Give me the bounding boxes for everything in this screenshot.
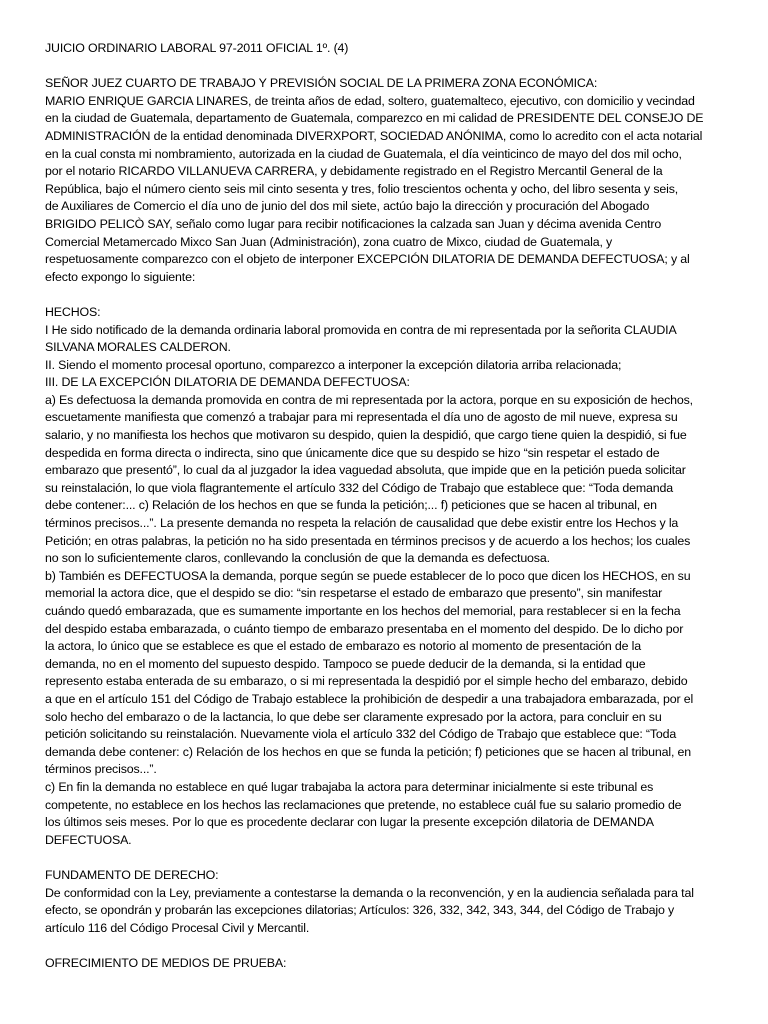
text-line: términos precisos...”.: [45, 762, 157, 777]
text-line: República, bajo el número ciento seis mil cinto sesenta y tres, folio trescientos ochenta y ocho, del libro sesenta y seis,: [45, 181, 679, 196]
ofrecimiento-section: [45, 955, 724, 973]
text-line: b) También es DEFECTUOSA la demanda, porque según se puede establecer de lo poco que dicen los HECHOS, en su: [45, 568, 691, 583]
text-line: en la cual consta mi nombramiento, autorizada en la ciudad de Guatemala, el día veinticinco de mayo del dos mil ocho,: [45, 146, 682, 161]
text-line: BRIGIDO PELICÒ SAY, señalo como lugar para recibir notificaciones la calzada san Juan y décima avenida Centro: [45, 216, 662, 231]
text-line: DEFECTUOSA.: [45, 832, 132, 847]
text-line: De conformidad con la Ley, previamente a contestarse la demanda o la reconvención, y en la audiencia señalada para tal: [45, 885, 694, 900]
section-heading-ofrecimiento: OFRECIMIENTO DE MEDIOS DE PRUEBA:: [45, 955, 287, 970]
text-line: debe contener:... c) Relación de los hechos en que se funda la petición;... f) peticiones que se hacen al tribunal, en: [45, 498, 657, 513]
addressee-line: SEÑOR JUEZ CUARTO DE TRABAJO Y PREVISIÓN SOCIAL DE LA PRIMERA ZONA ECONÓMICA:: [45, 76, 598, 91]
text-line: MARIO ENRIQUE GARCIA LINARES, de treinta años de edad, soltero, guatemalteco, ejecutivo, con domicilio y vecindad: [45, 93, 695, 108]
text-line: memorial la actora dice, que el despido se dio: “sin respetarse el estado de embarazo que presento”, sin manifestar: [45, 586, 663, 601]
text-line: Petición; en otras palabras, la petición no ha sido presentada en términos precisos y de acuerdo a los hechos; los cuales: [45, 533, 691, 548]
spacer: [45, 286, 724, 304]
text-line: demanda, no en el momento del supuesto despido. Tampoco se puede deducir de la demanda, si la entidad que: [45, 656, 646, 671]
address-paragraph: [45, 75, 724, 286]
text-line: II. Siendo el momento procesal oportuno, comparezco a interponer la excepción dilatoria arriba relacionada;: [45, 357, 622, 372]
text-line: respetuosamente comparezco con el objeto de interponer EXCEPCIÓN DILATORIA DE DEMANDA DEFECTUOSA; y al: [45, 252, 690, 267]
section-heading-fundamento: FUNDAMENTO DE DERECHO:: [45, 867, 219, 882]
text-line: términos precisos...”. La presente demanda no respeta la relación de causalidad que debe existir entre los Hechos y la: [45, 516, 679, 531]
case-header-text: JUICIO ORDINARIO LABORAL 97-2011 OFICIAL 1º. (4): [45, 41, 349, 55]
text-line: a que en el artículo 151 del Código de Trabajo establece la prohibición de despedir a una trabajadora embarazada, por el: [45, 691, 694, 706]
spacer: [45, 937, 724, 955]
text-line: competente, no establece en los hechos las reclamaciones que pretende, no establece cuál fue su salario promedio de: [45, 797, 682, 812]
spacer: [45, 849, 724, 867]
text-line: SILVANA MORALES CALDERON.: [45, 340, 231, 355]
text-line: su reinstalación, lo que viola flagrantemente el artículo 332 del Código de Trabajo que establece que: “Toda demanda: [45, 480, 674, 495]
text-line: embarazo que presentó”, lo cual da al juzgador la idea vaguedad absoluta, que impide que en la petición pueda solicitar: [45, 463, 686, 478]
text-line: III. DE LA EXCEPCIÓN DILATORIA DE DEMANDA DEFECTUOSA:: [45, 375, 410, 390]
text-line: demanda debe contener: c) Relación de los hechos en que se funda la petición; f) peticiones que se hacen al tribunal, en: [45, 744, 692, 759]
text-line: los últimos seis meses. Por lo que es procedente declarar con lugar la presente excepción dilatoria de DEMANDA: [45, 815, 654, 830]
case-header: [45, 40, 724, 58]
text-line: por el notario RICARDO VILLANUEVA CARRERA, y debidamente registrado en el Registro Mercantil General de la: [45, 164, 663, 179]
text-line: no son lo suficientemente claros, conllevando la conclusión de que la demanda es defectuosa.: [45, 551, 550, 566]
text-line: efecto expongo lo siguiente:: [45, 269, 196, 284]
text-line: artículo 116 del Código Procesal Civil y Mercantil.: [45, 920, 310, 935]
text-line: I He sido notificado de la demanda ordinaria laboral promovida en contra de mi representada por la señorita CLAUDIA: [45, 322, 677, 337]
text-line: la actora, lo único que se establece es que el estado de embarazo es notorio al momento de presentación de la: [45, 639, 642, 654]
text-line: cuándo quedó embarazada, que es sumamente importante en los hechos del memorial, para restablecer si en la fecha: [45, 604, 681, 618]
fundamento-section: [45, 867, 724, 937]
text-line: petición solicitando su reinstalación. Nuevamente viola el artículo 332 del Código de Trabajo que establece que: “Toda: [45, 727, 677, 742]
spacer: [45, 58, 724, 76]
text-line: c) En fin la demanda no establece en qué lugar trabajaba la actora para determinar inicialmente si este tribunal es: [45, 779, 654, 794]
text-line: en la ciudad de Guatemala, departamento de Guatemala, comparezco en mi calidad de PRESIDENTE DEL CONSEJO DE: [45, 111, 704, 126]
hechos-section: [45, 304, 724, 849]
section-heading-hechos: HECHOS:: [45, 304, 101, 319]
text-line: a) Es defectuosa la demanda promovida en contra de mi representada por la actora, porque en su exposición de hechos,: [45, 392, 693, 407]
text-line: solo hecho del embarazo o de la lactancia, lo que debe ser claramente expresado por la actora, para concluir en su: [45, 709, 662, 724]
text-line: del despido estaba embarazada, o cuánto tiempo de embarazo presentaba en el momento del despido. De lo dicho por: [45, 621, 684, 636]
text-line: Comercial Metamercado Mixco San Juan (Administración), zona cuatro de Mixco, ciudad de Guatemala, y: [45, 234, 613, 249]
text-line: salario, y no manifiesta los hechos que motivaron su despido, quien la despidió, que cargo tiene quien la despidió, si fue: [45, 428, 687, 443]
text-line: represento estaba enterada de su embarazo, o si mi representada la despidió por el simple hecho del embarazo, debido: [45, 674, 688, 689]
text-line: despedida en forma directa o indirecta, sino que únicamente dice que su despido se hizo “sin respetar el estado de: [45, 445, 660, 460]
text-line: efecto, se opondrán y probarán las excepciones dilatorias; Artículos: 326, 332, 342, 343, 344, del Código de Trabajo y: [45, 903, 675, 918]
text-line: escuetamente manifiesta que comenzó a trabajar para mi representada el día uno de agosto de mil nueve, expresa su: [45, 410, 678, 425]
text-line: de Auxiliares de Comercio el día uno de junio del dos mil siete, actúo bajo la dirección y procuración del Abogado: [45, 199, 650, 214]
text-line: ADMINISTRACIÓN de la entidad denominada DIVERXPORT, SOCIEDAD ANÓNIMA, como lo acredito con el acta notarial: [45, 128, 703, 143]
